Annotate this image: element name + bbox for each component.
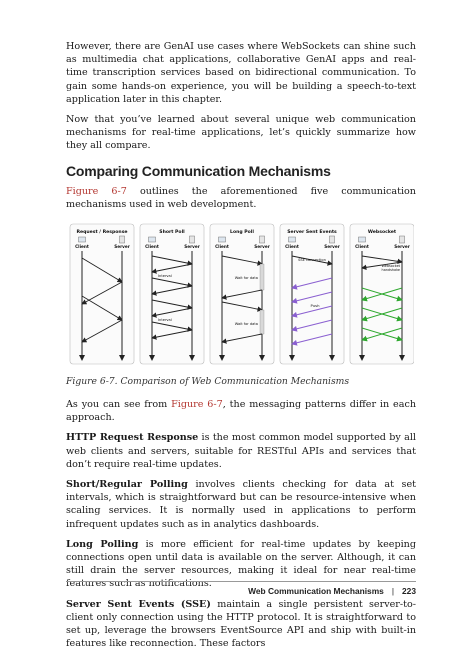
server-label: Server bbox=[114, 244, 130, 250]
laptop-icon bbox=[359, 237, 366, 242]
interval-label: Interval bbox=[158, 318, 172, 323]
figure-link[interactable]: Figure 6-7 bbox=[171, 399, 223, 411]
server-label: Server bbox=[324, 244, 340, 250]
wait-label: Wait for data bbox=[234, 276, 258, 281]
figure-link[interactable]: Figure 6-7 bbox=[66, 185, 127, 197]
figure-caption: Figure 6-7. Comparison of Web Communication Mechanisms bbox=[66, 376, 350, 388]
term-http: HTTP Request Response bbox=[66, 432, 199, 444]
term-short-polling: Short/Regular Polling bbox=[66, 479, 188, 491]
server-icon bbox=[400, 236, 405, 243]
panel-title: Websocket bbox=[367, 230, 397, 236]
client-label: Client bbox=[215, 244, 229, 250]
panel-title: Short Poll bbox=[159, 230, 185, 236]
server-label: Server bbox=[184, 244, 200, 250]
panel-1 bbox=[140, 224, 204, 364]
server-icon bbox=[190, 236, 195, 243]
client-label: Client bbox=[355, 244, 369, 250]
paragraph-long-polling: Long Polling is more efficient for real-time updates by keeping connections open until data is available on the server. Although, it can still drain the server resources, making it ideal for near real-time features such as notifications. bbox=[66, 538, 416, 590]
intro-paragraph-1: However, there are GenAI use cases where WebSockets can shine such as multimedia chat applications, collaborative GenAI apps and real-time transcription services based on bidirectional communication. To gain some hands-on experience, you will be building a speech-to-text application later in this chapter. bbox=[66, 41, 416, 105]
server-hold-bar bbox=[260, 310, 264, 334]
laptop-icon bbox=[149, 237, 156, 242]
laptop-icon bbox=[219, 237, 226, 242]
paragraph-short-polling: Short/Regular Polling involves clients checking for data at set intervals, which is straightforward but can be resource-intensive when scaling services. It is normally used in applications to perform infrequent updates such as in analytics dashboards. bbox=[66, 479, 416, 530]
server-icon bbox=[260, 236, 265, 243]
section-heading: Comparing Communication Mechanisms bbox=[66, 162, 331, 179]
panel-title: Request / Response bbox=[76, 230, 128, 236]
term-sse: Server Sent Events (SSE) bbox=[66, 598, 211, 610]
intro-paragraph-2: Now that you’ve learned about several unique web communication mechanisms for real-time applications, let’s quickly summarize how they all compare. bbox=[66, 114, 416, 152]
figure-diagram bbox=[66, 218, 414, 370]
sse-connection-label: SSE connection bbox=[298, 258, 326, 263]
panel-2 bbox=[210, 224, 274, 364]
communication-figure bbox=[66, 218, 414, 370]
server-icon bbox=[330, 236, 335, 243]
server-label: Server bbox=[394, 244, 410, 250]
client-label: Client bbox=[75, 244, 89, 250]
push-label: Push bbox=[310, 303, 320, 309]
interval-label: Interval bbox=[158, 274, 172, 279]
footer-separator: | bbox=[391, 586, 395, 596]
footer-text bbox=[248, 586, 416, 596]
server-icon bbox=[120, 236, 125, 243]
client-label: Client bbox=[285, 244, 299, 250]
laptop-icon bbox=[289, 237, 296, 242]
term-long-polling: Long Polling bbox=[66, 538, 139, 550]
panel-3 bbox=[280, 224, 344, 364]
server-label: Server bbox=[254, 244, 270, 250]
paragraph-sse: Server Sent Events (SSE) maintain a single persistent server-to-client only connection using the HTTP protocol. It is straightforward to set up, leverage the browsers EventSource API and ship with built-in features like reconnection. These factors bbox=[66, 598, 416, 650]
panel-title: Server Sent Events bbox=[287, 230, 337, 236]
page-number: 223 bbox=[402, 586, 416, 596]
panel-4 bbox=[350, 224, 414, 364]
page-footer bbox=[66, 581, 416, 596]
laptop-icon bbox=[79, 237, 86, 242]
section-lead: Figure 6-7 outlines the aforementioned five communication mechanisms used in web development. bbox=[66, 185, 416, 210]
ws-handshake-label: handshake bbox=[381, 268, 400, 273]
running-head: Web Communication Mechanisms bbox=[248, 586, 384, 596]
paragraph-http: HTTP Request Response is the most common model supported by all web clients and servers, suitable for RESTful APIs and services that don’t require real-time updates. bbox=[66, 432, 417, 470]
client-label: Client bbox=[145, 244, 159, 250]
panel-title: Long Poll bbox=[230, 230, 254, 236]
panel-0 bbox=[70, 224, 134, 364]
paragraph-see: As you can see from Figure 6-7, the messaging patterns differ in each approach. bbox=[66, 399, 416, 424]
server-hold-bar bbox=[260, 264, 264, 290]
wait-label: Wait for data bbox=[234, 322, 258, 327]
ws-handshake-label: Websocket bbox=[381, 264, 400, 269]
page-content bbox=[66, 40, 416, 657]
